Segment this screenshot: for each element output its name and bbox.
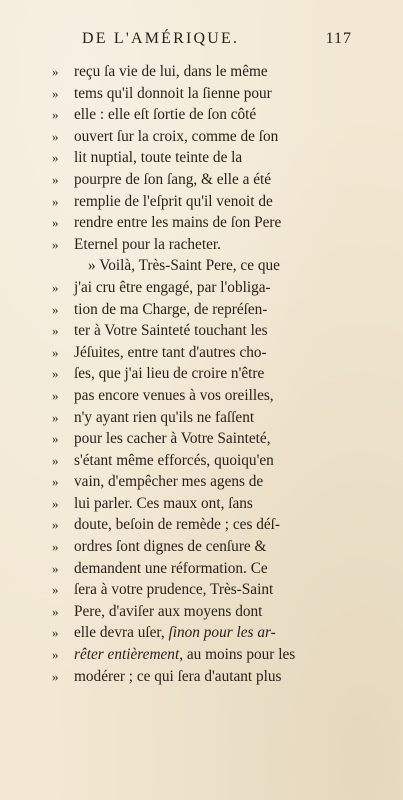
line-text — [74, 385, 352, 407]
quote-mark: » — [52, 366, 59, 382]
quote-mark: » — [52, 301, 59, 317]
line-content: ouvert ſur la croix, comme de ſon — [74, 127, 279, 145]
text-line — [52, 644, 352, 666]
line-text — [74, 147, 352, 169]
quote-mark: » — [52, 193, 59, 209]
line-content: lui parler. Ces maux ont, ſans — [74, 494, 253, 512]
line-content: remplie de l'eſprit qu'il venoit de — [74, 192, 273, 210]
quote-mark: » — [52, 517, 59, 533]
text-line — [52, 493, 352, 515]
line-content: pourpre de ſon ſang, & elle a été — [74, 170, 272, 188]
line-text — [74, 666, 352, 688]
line-content: tion de ma Charge, de repréſen- — [74, 300, 268, 318]
line-text — [74, 363, 352, 385]
line-text — [74, 622, 352, 644]
quote-mark: » — [52, 387, 59, 403]
italic-phrase: ſinon pour les ar- — [168, 624, 276, 642]
line-text — [74, 579, 352, 601]
line-content: lit nuptial, toute teinte de la — [74, 149, 243, 167]
line-content: tems qu'il donnoit la ſienne pour — [74, 84, 272, 102]
text-line — [52, 385, 352, 407]
text-line — [52, 407, 352, 429]
body-text — [52, 61, 352, 687]
line-text — [74, 104, 352, 126]
line-content: j'ai cru être engagé, par l'obliga- — [74, 278, 271, 296]
text-line — [52, 147, 352, 169]
text-line — [52, 299, 352, 321]
line-text — [74, 601, 352, 623]
quote-mark: » — [52, 539, 59, 555]
line-content: vain, d'empêcher mes agens de — [74, 473, 264, 491]
text-line — [52, 471, 352, 493]
italic-phrase: rêter entièrement — [74, 646, 180, 664]
quote-mark: » — [52, 431, 59, 447]
line-text — [74, 212, 352, 234]
line-content: n'y ayant rien qu'ils ne faſſent — [74, 408, 255, 426]
text-line — [52, 666, 352, 688]
text-line — [52, 558, 352, 580]
line-text — [74, 191, 352, 213]
text-line — [52, 579, 352, 601]
line-content: ſera à votre prudence, Très-Saint — [74, 581, 274, 599]
quote-mark: » — [52, 236, 59, 252]
line-content: ordres ſont dignes de cenſure & — [74, 538, 267, 556]
quote-mark: » — [52, 625, 59, 641]
line-text — [74, 450, 352, 472]
text-line — [52, 536, 352, 558]
line-text — [74, 644, 352, 666]
line-text — [74, 234, 352, 256]
quote-mark: » — [52, 560, 59, 576]
text-line — [52, 622, 352, 644]
quote-mark: » — [52, 409, 59, 425]
line-content: Jéſuites, entre tant d'autres cho- — [74, 343, 267, 361]
line-text — [74, 169, 352, 191]
quote-mark: » — [52, 344, 59, 360]
text-line — [52, 363, 352, 385]
quote-mark: » — [52, 107, 59, 123]
line-content: elle devra uſer, — [74, 624, 169, 642]
line-text — [74, 320, 352, 342]
running-header — [82, 30, 352, 48]
text-line — [52, 83, 352, 105]
quote-mark: » — [52, 64, 59, 79]
quote-mark: » — [52, 582, 59, 598]
line-text — [74, 514, 352, 536]
line-content: elle : elle eſt ſortie de ſon côté — [74, 106, 257, 124]
quote-mark: » — [52, 603, 59, 619]
text-line — [52, 255, 352, 277]
line-text — [74, 126, 352, 148]
line-text — [74, 255, 352, 277]
line-content: Eternel pour la racheter. — [74, 235, 221, 253]
text-line — [52, 428, 352, 450]
line-text — [74, 277, 352, 299]
line-text — [74, 558, 352, 580]
line-text — [74, 83, 352, 105]
line-content: pas encore venues à vos oreilles, — [74, 386, 274, 404]
line-content: demandent une réformation. Ce — [74, 559, 268, 577]
quote-mark: » — [52, 495, 59, 511]
page-number: 117 — [325, 30, 352, 47]
line-text — [74, 299, 352, 321]
line-content: ter à Votre Sainteté touchant les — [74, 322, 268, 340]
line-text — [74, 61, 352, 83]
text-line — [52, 514, 352, 536]
line-content: rendre entre les mains de ſon Pere — [74, 214, 282, 232]
text-line — [52, 191, 352, 213]
line-content: , au moins pour les — [179, 646, 296, 664]
quote-mark: » — [52, 150, 59, 166]
line-text — [74, 493, 352, 515]
quote-mark: » — [52, 474, 59, 490]
text-line — [52, 212, 352, 234]
line-content: » Voilà, Très-Saint Pere, ce que — [88, 257, 280, 275]
running-title: DE L'AMÉRIQUE. — [82, 30, 240, 47]
quote-mark: » — [52, 128, 59, 144]
text-line — [52, 126, 352, 148]
line-content: modérer ; ce qui ſera d'autant plus — [74, 667, 282, 685]
quote-mark: » — [52, 279, 59, 295]
text-line — [52, 234, 352, 256]
text-line — [52, 342, 352, 364]
line-text — [74, 471, 352, 493]
line-content: pour les cacher à Votre Sainteté, — [74, 430, 271, 448]
text-line — [52, 277, 352, 299]
quote-mark: » — [52, 452, 59, 468]
quote-mark: » — [52, 647, 59, 663]
line-content: doute, beſoin de remède ; ces déſ- — [74, 516, 281, 534]
text-line — [52, 601, 352, 623]
line-text — [74, 407, 352, 429]
text-line — [52, 320, 352, 342]
line-content: reçu ſa vie de lui, dans le même — [74, 63, 268, 80]
text-line — [52, 104, 352, 126]
text-line — [52, 169, 352, 191]
line-content: ſes, que j'ai lieu de croire n'être — [74, 365, 265, 383]
line-text — [74, 428, 352, 450]
text-line — [52, 450, 352, 472]
line-content: s'étant même efforcés, quoiqu'en — [74, 451, 274, 469]
line-text — [74, 536, 352, 558]
quote-mark: » — [52, 85, 59, 101]
quote-mark: » — [52, 171, 59, 187]
line-content: Pere, d'aviſer aux moyens dont — [74, 602, 263, 620]
line-text — [74, 342, 352, 364]
quote-mark: » — [52, 215, 59, 231]
text-line — [52, 61, 352, 83]
quote-mark: » — [52, 668, 59, 684]
quote-mark: » — [52, 323, 59, 339]
